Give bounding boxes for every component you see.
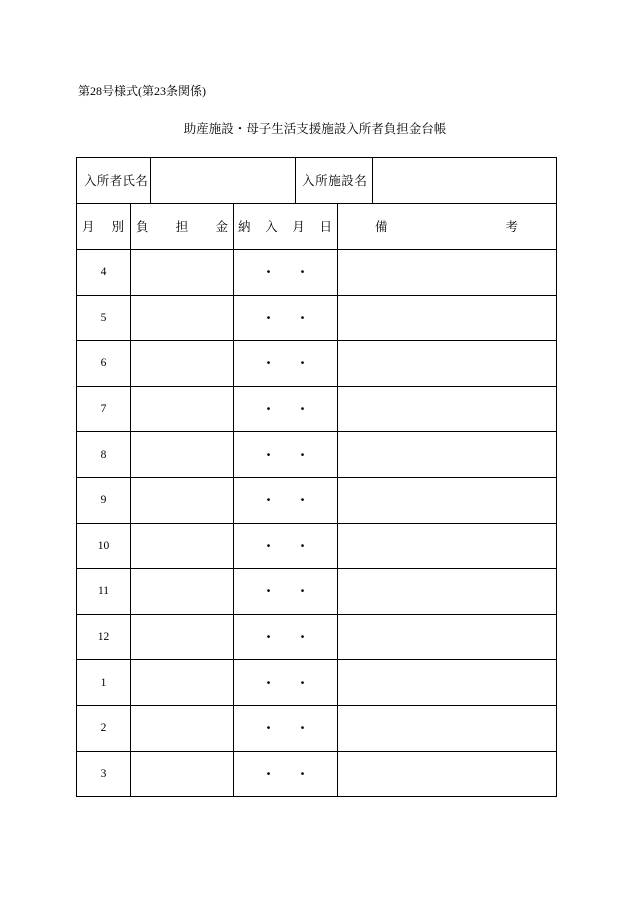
ledger-row xyxy=(77,432,557,478)
ledger-row xyxy=(77,706,557,752)
date-separator: ・ xyxy=(296,630,309,645)
remarks-cell xyxy=(338,752,557,798)
ledger-row xyxy=(77,296,557,342)
month-value: 6 xyxy=(100,357,107,370)
charge-cell xyxy=(131,478,234,524)
payment-date-cell xyxy=(234,569,338,615)
month-cell xyxy=(77,478,131,524)
date-separator: ・ xyxy=(262,675,275,690)
header-char: 負 xyxy=(136,219,149,234)
ledger-table xyxy=(76,157,557,797)
month-value: 8 xyxy=(100,448,107,461)
date-separator: ・ xyxy=(296,265,309,280)
month-cell xyxy=(77,706,131,752)
date-separator: ・ xyxy=(262,766,275,781)
date-separator: ・ xyxy=(262,356,275,371)
date-separator: ・ xyxy=(296,356,309,371)
resident-name-label: 入所者氏名 xyxy=(77,158,151,204)
header-char: 月 xyxy=(292,219,305,234)
resident-name-field xyxy=(151,158,296,204)
month-cell xyxy=(77,524,131,570)
payment-date-cell xyxy=(234,341,338,387)
date-separator: ・ xyxy=(296,766,309,781)
month-value: 7 xyxy=(100,403,107,416)
charge-cell xyxy=(131,387,234,433)
payment-date-cell xyxy=(234,706,338,752)
remarks-cell xyxy=(338,615,557,661)
payment-date-cell xyxy=(234,524,338,570)
charge-cell xyxy=(131,660,234,706)
month-value: 10 xyxy=(97,539,110,552)
date-separator: ・ xyxy=(262,721,275,736)
charge-header xyxy=(131,204,234,250)
month-cell xyxy=(77,341,131,387)
month-cell xyxy=(77,296,131,342)
column-header-row xyxy=(77,204,557,250)
header-char: 別 xyxy=(111,219,124,234)
charge-cell xyxy=(131,341,234,387)
date-separator: ・ xyxy=(296,310,309,325)
ledger-row xyxy=(77,524,557,570)
payment-date-cell xyxy=(234,478,338,524)
ledger-row xyxy=(77,341,557,387)
ledger-row xyxy=(77,569,557,615)
header-char: 入 xyxy=(265,219,278,234)
remarks-cell xyxy=(338,296,557,342)
month-cell xyxy=(77,250,131,296)
date-separator: ・ xyxy=(296,675,309,690)
payment-date-cell xyxy=(234,296,338,342)
document-title: 助産施設・母子生活支援施設入所者負担金台帳 xyxy=(183,122,447,136)
remarks-cell xyxy=(338,387,557,433)
month-value: 1 xyxy=(100,676,107,689)
facility-name-label: 入所施設名 xyxy=(296,158,373,204)
month-value: 3 xyxy=(100,767,107,780)
payment-date-cell xyxy=(234,752,338,798)
remarks-cell xyxy=(338,432,557,478)
charge-cell xyxy=(131,250,234,296)
form-number: 第28号様式(第23条関係) xyxy=(78,84,206,98)
header-char: 金 xyxy=(215,219,228,234)
remarks-cell xyxy=(338,341,557,387)
date-separator: ・ xyxy=(262,310,275,325)
remarks-cell xyxy=(338,478,557,524)
ledger-row xyxy=(77,478,557,524)
resident-info-row xyxy=(77,158,557,204)
facility-name-field xyxy=(373,158,557,204)
date-separator: ・ xyxy=(262,584,275,599)
remarks-cell xyxy=(338,250,557,296)
payment-date-header xyxy=(234,204,338,250)
date-separator: ・ xyxy=(296,538,309,553)
remarks-cell xyxy=(338,706,557,752)
charge-cell xyxy=(131,296,234,342)
payment-date-cell xyxy=(234,660,338,706)
month-cell xyxy=(77,387,131,433)
month-cell xyxy=(77,569,131,615)
date-separator: ・ xyxy=(262,538,275,553)
month-cell xyxy=(77,432,131,478)
date-separator: ・ xyxy=(296,447,309,462)
header-char: 月 xyxy=(82,219,95,234)
header-char: 日 xyxy=(319,219,332,234)
remarks-header xyxy=(338,204,557,250)
date-separator: ・ xyxy=(262,402,275,417)
remarks-cell xyxy=(338,660,557,706)
charge-cell xyxy=(131,432,234,478)
date-separator: ・ xyxy=(296,721,309,736)
payment-date-cell xyxy=(234,387,338,433)
charge-cell xyxy=(131,524,234,570)
charge-cell xyxy=(131,752,234,798)
date-separator: ・ xyxy=(262,630,275,645)
ledger-row xyxy=(77,615,557,661)
month-cell xyxy=(77,615,131,661)
ledger-row xyxy=(77,660,557,706)
date-separator: ・ xyxy=(262,265,275,280)
charge-cell xyxy=(131,569,234,615)
date-separator: ・ xyxy=(296,402,309,417)
month-value: 4 xyxy=(100,266,107,279)
month-value: 5 xyxy=(100,311,107,324)
month-value: 2 xyxy=(100,722,107,735)
header-char: 考 xyxy=(505,219,518,234)
month-header xyxy=(77,204,131,250)
date-separator: ・ xyxy=(296,584,309,599)
header-char: 担 xyxy=(175,219,189,234)
date-separator: ・ xyxy=(262,447,275,462)
payment-date-cell xyxy=(234,432,338,478)
header-char: 備 xyxy=(375,219,388,234)
charge-cell xyxy=(131,615,234,661)
payment-date-cell xyxy=(234,615,338,661)
ledger-row xyxy=(77,752,557,798)
remarks-cell xyxy=(338,569,557,615)
date-separator: ・ xyxy=(262,493,275,508)
ledger-row xyxy=(77,387,557,433)
charge-cell xyxy=(131,706,234,752)
remarks-cell xyxy=(338,524,557,570)
ledger-row xyxy=(77,250,557,296)
month-cell xyxy=(77,660,131,706)
month-cell xyxy=(77,752,131,798)
month-value: 9 xyxy=(100,494,107,507)
month-value: 12 xyxy=(97,631,110,644)
payment-date-cell xyxy=(234,250,338,296)
month-value: 11 xyxy=(97,585,110,598)
date-separator: ・ xyxy=(296,493,309,508)
header-char: 納 xyxy=(238,219,251,234)
